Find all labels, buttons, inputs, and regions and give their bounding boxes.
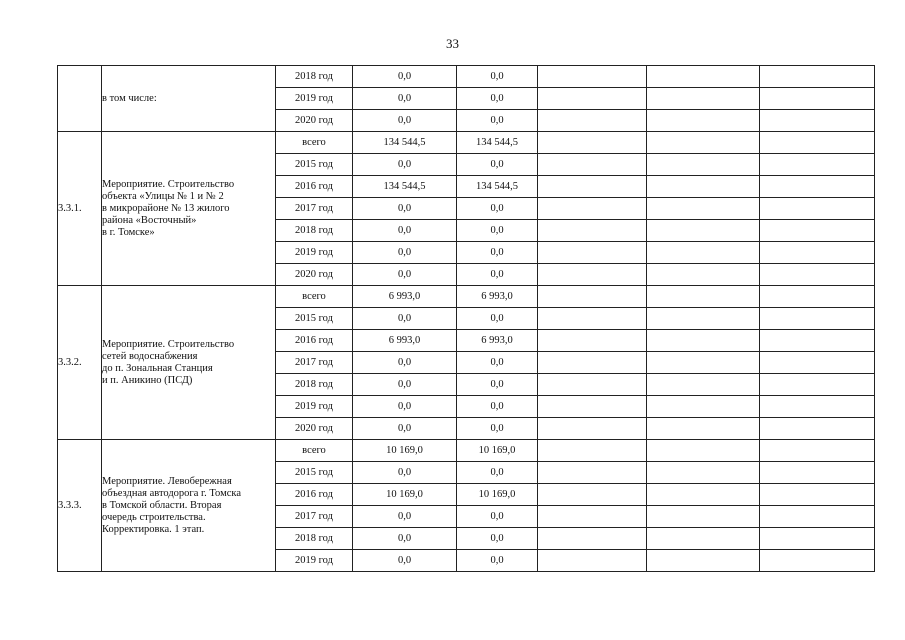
empty-cell	[647, 396, 760, 418]
empty-cell	[647, 66, 760, 88]
period-cell: 2019 год	[276, 550, 353, 572]
table-row	[58, 440, 875, 462]
value-cell: 0,0	[457, 462, 538, 484]
empty-cell	[538, 462, 647, 484]
empty-cell	[760, 198, 875, 220]
empty-cell	[647, 154, 760, 176]
value-cell: 0,0	[457, 264, 538, 286]
value-cell: 0,0	[457, 110, 538, 132]
empty-cell	[538, 220, 647, 242]
value-cell: 0,0	[353, 418, 457, 440]
period-cell: 2018 год	[276, 66, 353, 88]
period-cell: 2017 год	[276, 198, 353, 220]
empty-cell	[538, 484, 647, 506]
empty-cell	[760, 220, 875, 242]
value-cell: 0,0	[353, 462, 457, 484]
empty-cell	[647, 308, 760, 330]
period-cell: 2020 год	[276, 418, 353, 440]
empty-cell	[760, 418, 875, 440]
value-cell: 6 993,0	[457, 286, 538, 308]
empty-cell	[647, 88, 760, 110]
empty-cell	[760, 110, 875, 132]
empty-cell	[538, 286, 647, 308]
value-cell: 6 993,0	[457, 330, 538, 352]
empty-cell	[538, 374, 647, 396]
value-cell: 0,0	[457, 418, 538, 440]
empty-cell	[538, 132, 647, 154]
empty-cell	[760, 528, 875, 550]
empty-cell	[760, 396, 875, 418]
value-cell: 0,0	[353, 550, 457, 572]
empty-cell	[647, 374, 760, 396]
empty-cell	[647, 176, 760, 198]
empty-cell	[760, 308, 875, 330]
value-cell: 0,0	[353, 352, 457, 374]
period-cell: 2015 год	[276, 308, 353, 330]
empty-cell	[647, 484, 760, 506]
empty-cell	[647, 330, 760, 352]
value-cell: 0,0	[457, 374, 538, 396]
empty-cell	[760, 242, 875, 264]
empty-cell	[647, 418, 760, 440]
empty-cell	[647, 506, 760, 528]
empty-cell	[647, 352, 760, 374]
value-cell: 0,0	[457, 506, 538, 528]
page-number: 33	[446, 36, 459, 51]
period-cell: 2016 год	[276, 330, 353, 352]
empty-cell	[760, 154, 875, 176]
period-cell: 2018 год	[276, 374, 353, 396]
period-cell: 2019 год	[276, 396, 353, 418]
value-cell: 0,0	[353, 88, 457, 110]
empty-cell	[760, 550, 875, 572]
empty-cell	[538, 198, 647, 220]
period-cell: 2017 год	[276, 506, 353, 528]
period-cell: 2018 год	[276, 528, 353, 550]
value-cell: 0,0	[353, 220, 457, 242]
table-row	[58, 286, 875, 308]
value-cell: 6 993,0	[353, 286, 457, 308]
value-cell: 10 169,0	[353, 440, 457, 462]
empty-cell	[647, 462, 760, 484]
empty-cell	[538, 88, 647, 110]
value-cell: 0,0	[457, 88, 538, 110]
period-cell: 2019 год	[276, 88, 353, 110]
empty-cell	[760, 330, 875, 352]
value-cell: 0,0	[353, 264, 457, 286]
value-cell: 0,0	[353, 242, 457, 264]
value-cell: 0,0	[457, 550, 538, 572]
empty-cell	[538, 110, 647, 132]
item-description: Мероприятие. Строительство сетей водоснабжения до п. Зональная Станция и п. Аникино (ПСД)	[102, 286, 276, 440]
empty-cell	[538, 396, 647, 418]
empty-cell	[647, 264, 760, 286]
item-number: 3.3.2.	[58, 286, 102, 440]
table-row	[58, 66, 875, 88]
value-cell: 0,0	[457, 66, 538, 88]
value-cell: 134 544,5	[457, 132, 538, 154]
empty-cell	[538, 330, 647, 352]
empty-cell	[647, 110, 760, 132]
empty-cell	[647, 220, 760, 242]
empty-cell	[760, 264, 875, 286]
value-cell: 0,0	[457, 308, 538, 330]
value-cell: 0,0	[457, 198, 538, 220]
empty-cell	[760, 286, 875, 308]
period-cell: 2020 год	[276, 264, 353, 286]
value-cell: 0,0	[353, 110, 457, 132]
item-description: в том числе:	[102, 66, 276, 132]
empty-cell	[760, 352, 875, 374]
empty-cell	[760, 484, 875, 506]
value-cell: 0,0	[457, 154, 538, 176]
value-cell: 10 169,0	[457, 440, 538, 462]
period-cell: всего	[276, 132, 353, 154]
empty-cell	[538, 506, 647, 528]
empty-cell	[647, 132, 760, 154]
value-cell: 0,0	[457, 242, 538, 264]
value-cell: 0,0	[353, 154, 457, 176]
period-cell: 2018 год	[276, 220, 353, 242]
item-description: Мероприятие. Строительство объекта «Улицы № 1 и № 2 в микрорайоне № 13 жилого района «Восточный» в г. Томске»	[102, 132, 276, 286]
value-cell: 6 993,0	[353, 330, 457, 352]
value-cell: 134 544,5	[353, 176, 457, 198]
empty-cell	[538, 418, 647, 440]
empty-cell	[760, 132, 875, 154]
empty-cell	[538, 308, 647, 330]
value-cell: 0,0	[353, 308, 457, 330]
empty-cell	[760, 88, 875, 110]
empty-cell	[647, 242, 760, 264]
period-cell: 2017 год	[276, 352, 353, 374]
value-cell: 10 169,0	[457, 484, 538, 506]
empty-cell	[760, 506, 875, 528]
empty-cell	[760, 462, 875, 484]
period-cell: 2015 год	[276, 154, 353, 176]
empty-cell	[647, 440, 760, 462]
period-cell: 2019 год	[276, 242, 353, 264]
empty-cell	[647, 550, 760, 572]
item-number	[58, 66, 102, 132]
period-cell: 2020 год	[276, 110, 353, 132]
empty-cell	[538, 264, 647, 286]
empty-cell	[647, 528, 760, 550]
value-cell: 134 544,5	[353, 132, 457, 154]
empty-cell	[538, 154, 647, 176]
item-description: Мероприятие. Левобережная объездная автодорога г. Томска в Томской области. Вторая очередь строительства. Корректировка. 1 этап.	[102, 440, 276, 572]
value-cell: 0,0	[457, 528, 538, 550]
value-cell: 0,0	[457, 396, 538, 418]
empty-cell	[760, 374, 875, 396]
empty-cell	[538, 550, 647, 572]
value-cell: 0,0	[353, 66, 457, 88]
empty-cell	[760, 66, 875, 88]
empty-cell	[538, 242, 647, 264]
empty-cell	[538, 528, 647, 550]
value-cell: 0,0	[353, 396, 457, 418]
empty-cell	[647, 286, 760, 308]
empty-cell	[760, 440, 875, 462]
empty-cell	[538, 352, 647, 374]
value-cell: 0,0	[353, 528, 457, 550]
table-row	[58, 132, 875, 154]
empty-cell	[647, 198, 760, 220]
period-cell: 2016 год	[276, 176, 353, 198]
value-cell: 0,0	[457, 352, 538, 374]
value-cell: 0,0	[353, 374, 457, 396]
period-cell: 2016 год	[276, 484, 353, 506]
empty-cell	[760, 176, 875, 198]
empty-cell	[538, 440, 647, 462]
value-cell: 134 544,5	[457, 176, 538, 198]
item-number: 3.3.3.	[58, 440, 102, 572]
value-cell: 10 169,0	[353, 484, 457, 506]
value-cell: 0,0	[353, 506, 457, 528]
value-cell: 0,0	[353, 198, 457, 220]
period-cell: 2015 год	[276, 462, 353, 484]
empty-cell	[538, 66, 647, 88]
value-cell: 0,0	[457, 220, 538, 242]
budget-table	[57, 65, 875, 572]
period-cell: всего	[276, 440, 353, 462]
period-cell: всего	[276, 286, 353, 308]
item-number: 3.3.1.	[58, 132, 102, 286]
empty-cell	[538, 176, 647, 198]
